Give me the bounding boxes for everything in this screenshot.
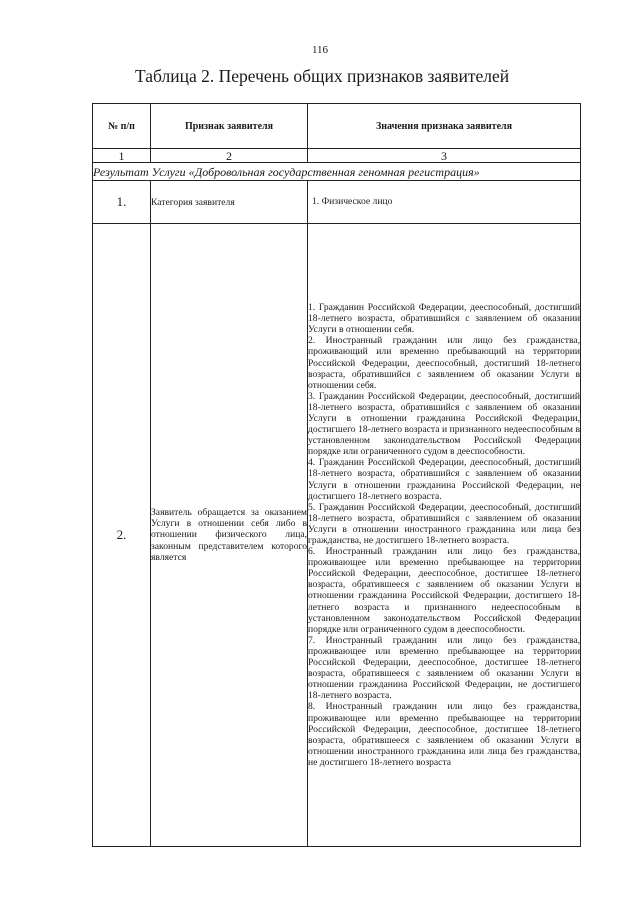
list-item: 1. Гражданин Российской Федерации, дееспособный, достигший 18-летнего возраста, обратившийся с заявлением об оказании Услуги в отношении себя. [308,302,580,336]
list-item: 4. Гражданин Российской Федерации, дееспособный, достигший 18-летнего возраста, обратившийся с заявлением об оказании Услуги в отношении гражданина Российской Федерации, не достигшего 18-летнего возраста. [308,457,580,502]
list-item: 2. Иностранный гражданин или лицо без гражданства, проживающий или временно пребывающий на территории Российской Федерации, дееспособный, достигший 18-летнего возраста, обратившийся с заявлением об оказании Услуги в отношении себя. [308,335,580,391]
table-row [93,181,581,224]
list-item: 7. Иностранный гражданин или лицо без гражданства, проживающее или временно пребывающее на территории Российской Федерации, дееспособное, достигшее 18-летнего возраста, обратившееся с заявлением об оказании Услуги в отношении гражданина Российской Федерации, не достигшего 18-летнего возраста. [308,634,580,702]
header-values: Значения признака заявителя [308,104,581,149]
row-number: 2. [93,224,151,847]
section-title: Результат Услуги «Добровольная государственная геномная регистрация» [93,163,581,181]
column-number-row [93,149,581,163]
header-row [93,104,581,149]
page-number: 116 [311,44,329,56]
table-title: Таблица 2. Перечень общих признаков заявителей [135,66,510,86]
column-number: 1 [93,149,151,163]
list-item: 3. Гражданин Российской Федерации, дееспособный, достигший 18-летнего возраста, обратившийся с заявлением об оказании Услуги в отношении гражданина Российской Федерации, достигшего 18-летнего возраста и признанного недееспособным в установленном законодательством Российской Федерации порядке или ограниченного судом в дееспособности. [308,390,580,458]
list-item: 5. Гражданин Российской Федерации, дееспособный, достигший 18-летнего возраста, обратившийся с заявлением об оказании Услуги в отношении иностранного гражданина или лица без гражданства, не достигшего 18-летнего возраста. [308,501,580,546]
row-values-list [308,224,581,847]
table-row [93,224,581,847]
column-number: 3 [308,149,581,163]
row-attribute: Категория заявителя [151,181,308,224]
row-number: 1. [93,181,151,224]
section-row [93,163,581,181]
applicant-features-table [92,103,581,847]
row-value: 1. Физическое лицо [308,181,581,224]
list-item: 6. Иностранный гражданин или лицо без гражданства, проживающее или временно пребывающее на территории Российской Федерации, дееспособное, достигшее 18-летнего возраста, обратившееся с заявлением об оказании Услуги в отношении гражданина Российской Федерации, достигшего 18-летнего возраста и признанного недееспособным в установленном законодательством Российской Федерации порядке или ограниченного судом в дееспособности. [308,546,580,635]
row-attribute: Заявитель обращается за оказанием Услуги в отношении себя либо в отношении физического лица, законным представителем которого является [151,224,308,847]
header-attribute: Признак заявителя [151,104,308,149]
list-item: 8. Иностранный гражданин или лицо без гражданства, проживающее или временно пребывающее на территории Российской Федерации, дееспособное, достигшее 18-летнего возраста, обратившееся с заявлением об оказании Услуги в отношении иностранного гражданина или лица без гражданства, не достигшего 18-летнего возраста [308,701,580,768]
column-number: 2 [151,149,308,163]
header-number: № п/п [93,104,151,149]
